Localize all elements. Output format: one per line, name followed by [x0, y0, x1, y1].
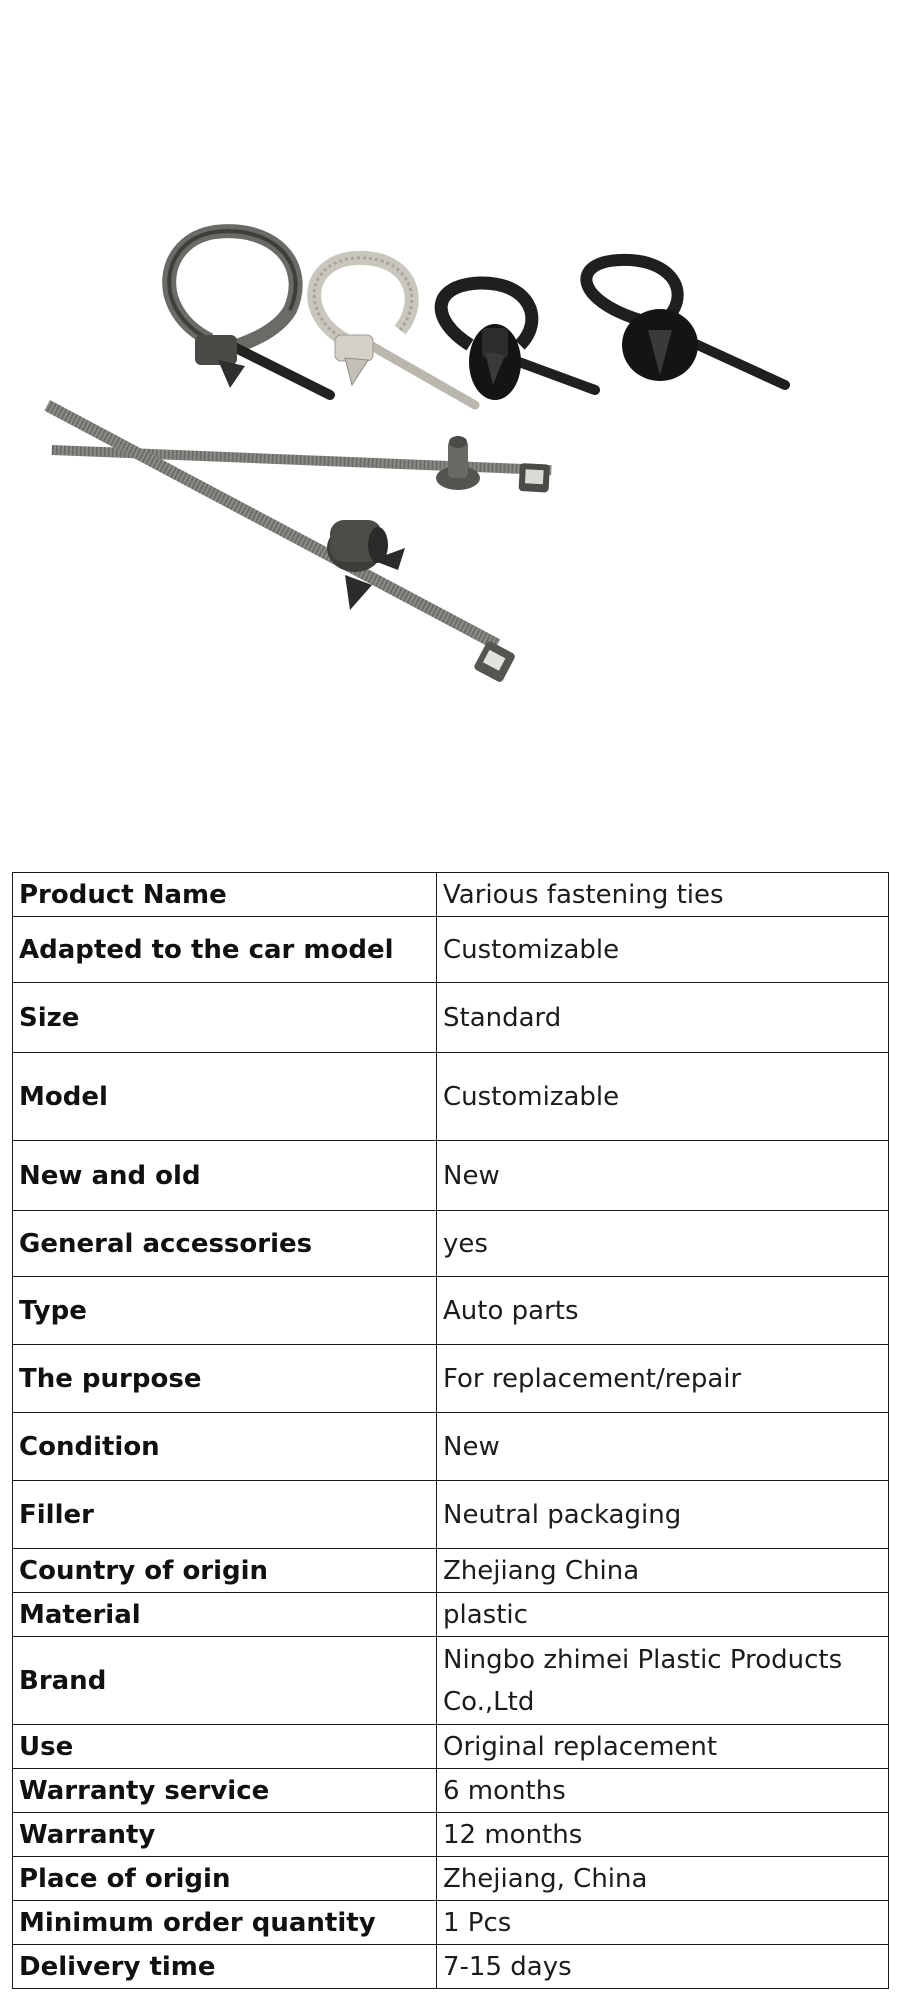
- row-value: New: [437, 1141, 889, 1211]
- row-value: 12 months: [437, 1813, 889, 1857]
- row-value: 6 months: [437, 1769, 889, 1813]
- tie-diagonal-clip: [44, 400, 516, 683]
- row-value: Ningbo zhimei Plastic Products Co.,Ltd: [437, 1637, 889, 1725]
- fastening-ties-illustration: [0, 0, 902, 860]
- table-row: [13, 1277, 889, 1345]
- row-value: New: [437, 1413, 889, 1481]
- row-value: Customizable: [437, 1053, 889, 1141]
- table-row: [13, 1593, 889, 1637]
- row-label: Model: [13, 1053, 437, 1141]
- table-row: [13, 1769, 889, 1813]
- row-value: Original replacement: [437, 1725, 889, 1769]
- row-value: Zhejiang, China: [437, 1857, 889, 1901]
- row-label: Size: [13, 983, 437, 1053]
- table-row: [13, 1901, 889, 1945]
- row-value: Standard: [437, 983, 889, 1053]
- tie-loop-round-disc: [441, 283, 595, 400]
- row-value: 7-15 days: [437, 1945, 889, 1989]
- table-row: [13, 1725, 889, 1769]
- row-value: For replacement/repair: [437, 1345, 889, 1413]
- row-label: Material: [13, 1593, 437, 1637]
- row-label: Warranty: [13, 1813, 437, 1857]
- row-label: Use: [13, 1725, 437, 1769]
- row-label: Type: [13, 1277, 437, 1345]
- row-label: Place of origin: [13, 1857, 437, 1901]
- table-row: [13, 1481, 889, 1549]
- tie-loop-large-disc: [586, 260, 785, 385]
- row-value: Neutral packaging: [437, 1481, 889, 1549]
- table-row: [13, 1345, 889, 1413]
- table-row: [13, 1141, 889, 1211]
- table-row: [13, 1413, 889, 1481]
- table-row: [13, 1813, 889, 1857]
- tie-loop-dark-clip: [169, 231, 330, 395]
- table-row: [13, 983, 889, 1053]
- table-row: [13, 1211, 889, 1277]
- row-value: Customizable: [437, 917, 889, 983]
- table-row: [13, 917, 889, 983]
- row-label: Minimum order quantity: [13, 1901, 437, 1945]
- table-row: [13, 1945, 889, 1989]
- row-value: 1 Pcs: [437, 1901, 889, 1945]
- row-label: Condition: [13, 1413, 437, 1481]
- row-label: New and old: [13, 1141, 437, 1211]
- row-value: Zhejiang China: [437, 1549, 889, 1593]
- row-value: plastic: [437, 1593, 889, 1637]
- row-label: Delivery time: [13, 1945, 437, 1989]
- row-label: Product Name: [13, 873, 437, 917]
- row-label: General accessories: [13, 1211, 437, 1277]
- row-value: yes: [437, 1211, 889, 1277]
- table-row: [13, 1857, 889, 1901]
- row-label: Filler: [13, 1481, 437, 1549]
- row-label: The purpose: [13, 1345, 437, 1413]
- table-row: [13, 1053, 889, 1141]
- row-label: Brand: [13, 1637, 437, 1725]
- row-value: Various fastening ties: [437, 873, 889, 917]
- table-row: [13, 1637, 889, 1725]
- row-label: Adapted to the car model: [13, 917, 437, 983]
- table-row: [13, 873, 889, 917]
- row-label: Country of origin: [13, 1549, 437, 1593]
- spec-table: [12, 872, 889, 1989]
- table-row: [13, 1549, 889, 1593]
- row-label: Warranty service: [13, 1769, 437, 1813]
- row-value: Auto parts: [437, 1277, 889, 1345]
- product-photo: [0, 0, 902, 860]
